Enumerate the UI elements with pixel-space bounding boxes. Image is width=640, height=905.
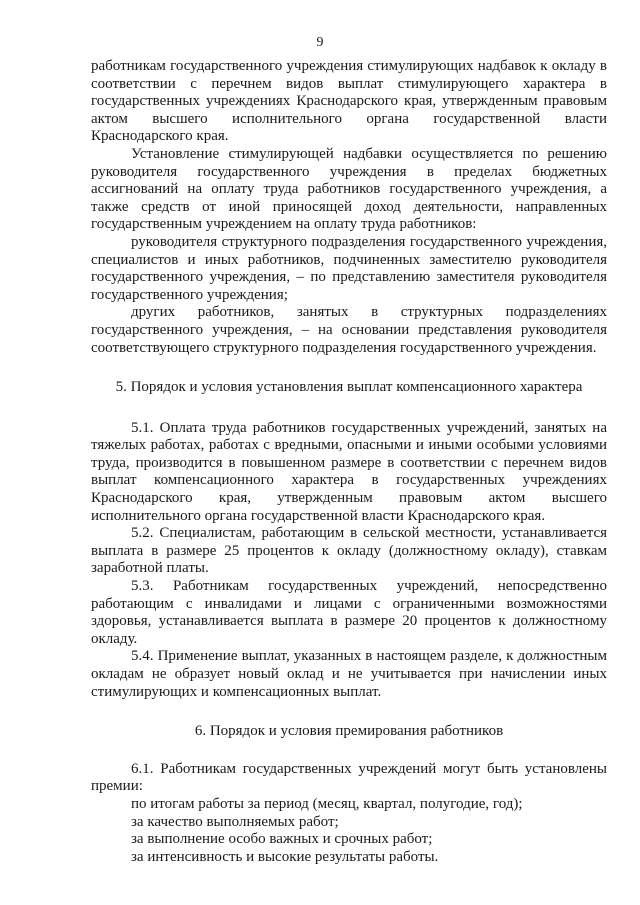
paragraph-5-4: 5.4. Применение выплат, указанных в настоящем разделе, к должностным окладам не образует новый оклад и не учитывается при начислении иных стимулирующих и компенсационных выплат. [91,648,607,700]
bonus-list-item: за выполнение особо важных и срочных работ; [131,831,433,848]
paragraph-6-1: 6.1. Работникам государственных учреждений могут быть установлены премии: [91,760,607,795]
document-body [91,58,607,866]
paragraph-5-1: 5.1. Оплата труда работников государственных учреждений, занятых на тяжелых работах, работах с вредными, опасными и иными особыми условиями труда, производится в повышенном размере в соответствии с перечнем видов выплат компенсационного характера в государственных учреждениях Краснодарского края, утвержденным правовым актом высшего исполнительного органа государственной власти Краснодарского края. [91,419,607,524]
bonus-list-item: по итогам работы за период (месяц, квартал, полугодие, год); [131,795,523,812]
bonus-list-item: за интенсивность и высокие результаты работы. [131,848,439,865]
paragraph-5-3: 5.3. Работникам государственных учреждений, непосредственно работающим с инвалидами и лицами с ограниченными возможностями здоровья, устанавливается выплата в размере 20 процентов к должностному окладу. [91,578,607,647]
section-5-heading: 5. Порядок и условия установления выплат компенсационного характера [115,379,583,396]
paragraph-department-heads: руководителя структурного подразделения государственного учреждения, специалистов и иных работников, подчиненных заместителю руководителя государственного учреждения, – по представлению заместителя руководителя государственного учреждения; [91,233,607,303]
section-6-heading: 6. Порядок и условия премирования работников [194,723,504,740]
paragraph-other-workers: других работников, занятых в структурных подразделениях государственного учреждения, – на основании представления руководителя соответствующего структурного подразделения государственного учреждения. [91,304,607,356]
bonus-list-item: за качество выполняемых работ; [131,813,339,830]
paragraph-continuation: работникам государственного учреждения стимулирующих надбавок к окладу в соответствии с перечнем видов выплат стимулирующего характера в государственных учреждениях Краснодарского края, утвержденным правовым актом высшего исполнительного органа государственной власти Краснодарского края. [91,58,607,145]
paragraph-5-2: 5.2. Специалистам, работающим в сельской местности, устанавливается выплата в размере 25 процентов к окладу (должностному окладу), ставкам заработной платы. [91,525,607,577]
page-number: 9 [316,35,324,50]
paragraph-incentive-bonus: Установление стимулирующей надбавки осуществляется по решению руководителя государственного учреждения в пределах бюджетных ассигнований на оплату труда работников государственного учреждения, а также средств от иной приносящей доход деятельности, направленных государственным учреждением на оплату труда работников: [91,145,607,233]
